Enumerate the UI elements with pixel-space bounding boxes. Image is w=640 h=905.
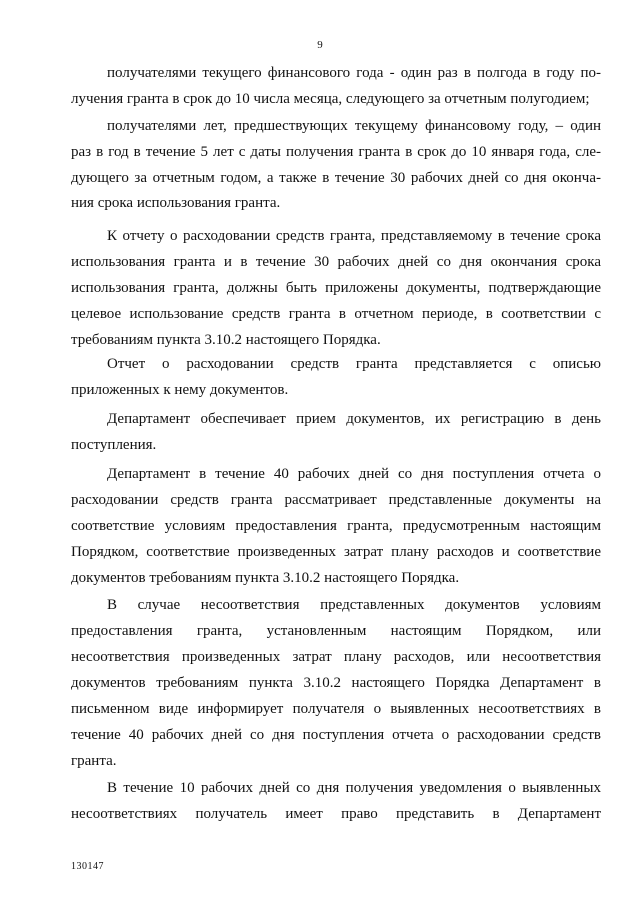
text-line: соответствие условиям предоставления гранта, предусмотренным настоящим bbox=[71, 518, 601, 534]
text-line: документов требованиям пункта 3.10.2 настоящего Порядка Департамент в bbox=[71, 675, 601, 691]
text-line: требованиям пункта 3.10.2 настоящего Порядка. bbox=[71, 332, 381, 348]
text-line: получателями лет, предшествующих текущему финансовому году, – один bbox=[107, 118, 601, 134]
text-line: расходовании средств гранта рассматривает представленные документы на bbox=[71, 492, 601, 508]
text-line: использования гранта, должны быть приложены документы, подтверждающие bbox=[71, 280, 601, 296]
text-line: ния срока использования гранта. bbox=[71, 195, 281, 211]
text-line: письменном виде информирует получателя о выявленных несоответствиях в bbox=[71, 701, 601, 717]
text-line: несоответствиях получатель имеет право представить в Департамент bbox=[71, 806, 601, 822]
text-line: целевое использование средств гранта в отчетном периоде, в соответствии с bbox=[71, 306, 601, 322]
text-line: лучения гранта в срок до 10 числа месяца, следующего за отчетным полугодием; bbox=[71, 91, 590, 107]
text-line: использования гранта и в течение 30 рабочих дней со дня окончания срока bbox=[71, 254, 601, 270]
text-line: В случае несоответствия представленных документов условиям bbox=[107, 597, 601, 613]
text-line: документов требованиям пункта 3.10.2 настоящего Порядка. bbox=[71, 570, 460, 586]
text-line: В течение 10 рабочих дней со дня получения уведомления о выявленных bbox=[107, 780, 601, 796]
page-number: 9 bbox=[317, 39, 323, 51]
text-line: Порядком, соответствие произведенных затрат плану расходов и соответствие bbox=[71, 544, 601, 560]
text-line: гранта. bbox=[71, 753, 117, 769]
text-line: поступления. bbox=[71, 437, 157, 453]
text-line: течение 40 рабочих дней со дня поступления отчета о расходовании средств bbox=[71, 727, 601, 743]
text-line: К отчету о расходовании средств гранта, представляемому в течение срока bbox=[107, 228, 601, 244]
text-line: несоответствия произведенных затрат плану расходов, или несоответствия bbox=[71, 649, 601, 665]
text-line: Отчет о расходовании средств гранта представляется с описью bbox=[107, 356, 601, 372]
document-code: 130147 bbox=[71, 861, 104, 872]
text-line: Департамент обеспечивает прием документов, их регистрацию в день bbox=[107, 411, 601, 427]
text-line: приложенных к нему документов. bbox=[71, 382, 289, 398]
text-line: дующего за отчетным годом, а также в течение 30 рабочих дней со дня оконча- bbox=[71, 170, 601, 186]
text-line: получателями текущего финансового года - один раз в полгода в году по- bbox=[107, 65, 601, 81]
text-line: предоставления гранта, установленным настоящим Порядком, или bbox=[71, 623, 601, 639]
text-line: Департамент в течение 40 рабочих дней со дня поступления отчета о bbox=[107, 466, 601, 482]
text-line: раз в год в течение 5 лет с даты получения гранта в срок до 10 января года, сле- bbox=[71, 144, 601, 160]
